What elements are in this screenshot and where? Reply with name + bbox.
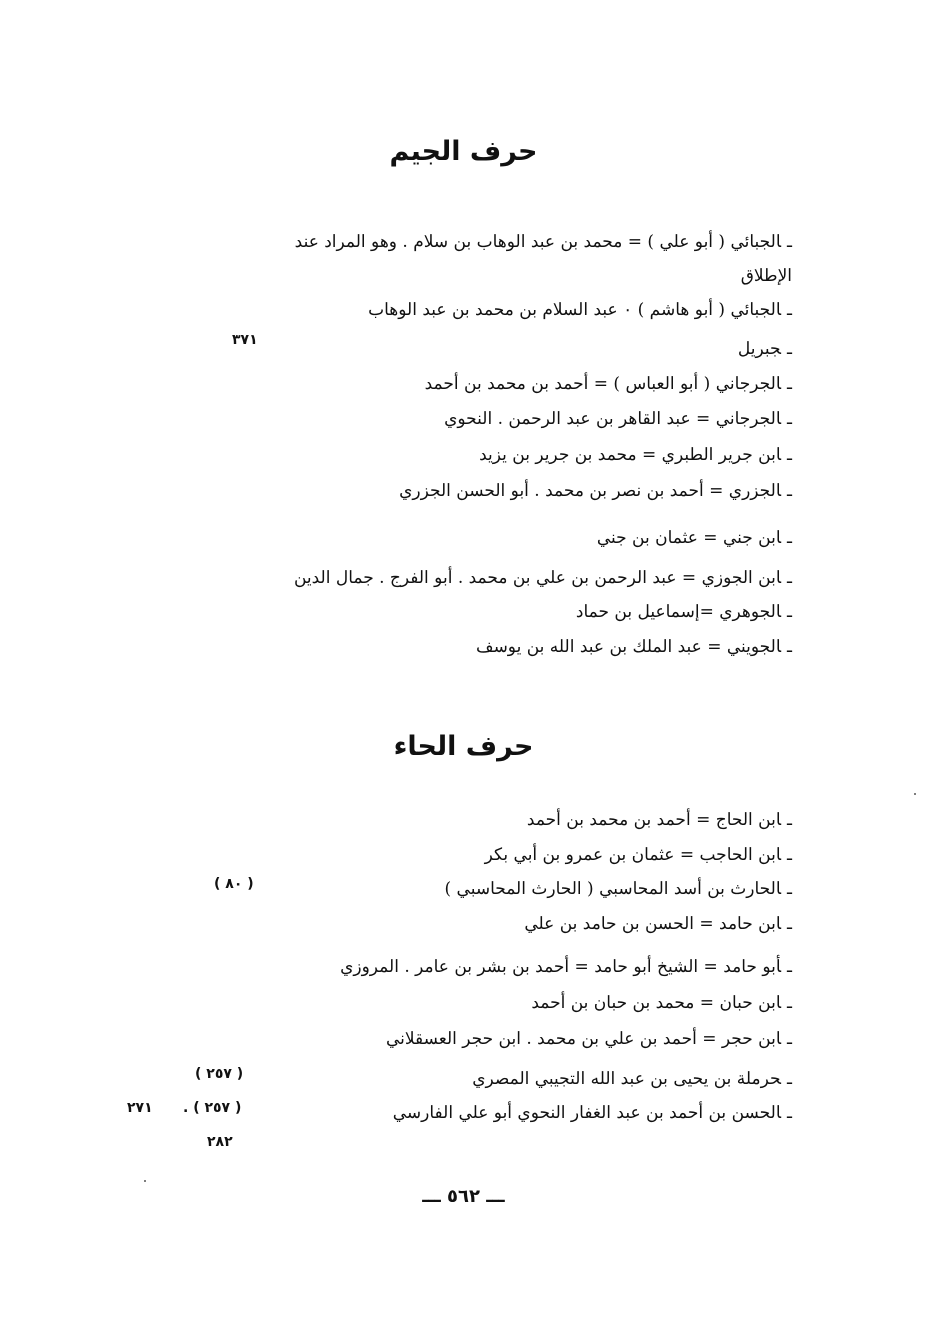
entry-dash: ـ: [787, 879, 792, 899]
page-reference: ( ٢٥٧ ) .: [183, 1100, 242, 1116]
entry-dash: ـ: [787, 810, 792, 830]
entry-text: جبريل: [737, 339, 782, 359]
entry-dash: ـ: [787, 602, 792, 622]
entry-juwayni: [476, 635, 792, 659]
entry-ibn-hajj: [527, 808, 792, 832]
entry-continuation: [741, 264, 792, 288]
entry-dash: ـ: [787, 300, 792, 320]
entry-text: الحسن بن أحمد بن عبد الغفار النحوي أبو علي الفارسي: [392, 1103, 782, 1123]
entry-ibn-hamid: [524, 912, 792, 936]
entry-ibn-jarir: [479, 443, 792, 467]
page-reference: ٢٧١: [127, 1100, 153, 1116]
scan-speck: [914, 793, 916, 795]
page-reference: ٢٨٢: [207, 1134, 233, 1150]
entry-harmala: [472, 1067, 792, 1091]
entry-text: الجرجاني = عبد القاهر بن عبد الرحمن . النحوي: [444, 409, 782, 429]
entry-dash: ـ: [787, 993, 792, 1013]
entry-text: أبو حامد = الشيخ أبو حامد = أحمد بن بشر بن عامر . المروزي: [340, 957, 782, 977]
entry-ibn-jawzi: [294, 566, 792, 590]
entry-text: الجبائي ( أبو علي ) = محمد بن عبد الوهاب بن سلام . وهو المراد عند: [294, 232, 782, 252]
entry-dash: ـ: [787, 232, 792, 252]
entry-text: ابن جرير الطبري = محمد بن جرير بن يزيد: [479, 445, 782, 465]
entry-dash: ـ: [787, 481, 792, 501]
entry-dash: ـ: [787, 1029, 792, 1049]
section-heading-ha: حرف الحاء: [393, 731, 534, 762]
entry-text: ابن حبان = محمد بن حبان بن أحمد: [531, 993, 782, 1013]
entry-jawhari: [576, 600, 792, 624]
entry-ibn-hibban: [531, 991, 792, 1015]
entry-text: الإطلاق: [740, 266, 792, 286]
entry-hasan-farisi: [393, 1101, 792, 1125]
entry-ibn-hajib: [485, 843, 792, 867]
entry-abu-hamid: [340, 955, 792, 979]
page-number: ـــ ٥٦٢ ـــ: [422, 1186, 505, 1207]
entry-jibril: [738, 337, 792, 361]
entry-dash: ـ: [787, 914, 792, 934]
entry-text: ابن الحاج = أحمد بن محمد بن أحمد: [526, 810, 782, 830]
entry-text: الجبائي ( أبو هاشم ) ٠ عبد السلام بن محمد بن عبد الوهاب: [368, 300, 782, 320]
entry-jubbai-abu-hashim: [368, 298, 792, 322]
entry-dash: ـ: [787, 637, 792, 657]
entry-dash: ـ: [787, 845, 792, 865]
entry-dash: ـ: [787, 339, 792, 359]
entry-ibn-hajar: [386, 1027, 792, 1051]
entry-dash: ـ: [787, 445, 792, 465]
entry-text: ابن جني = عثمان بن جني: [596, 528, 782, 548]
entry-text: ابن الحاجب = عثمان بن عمرو بن أبي بكر: [484, 845, 782, 865]
entry-dash: ـ: [787, 568, 792, 588]
entry-dash: ـ: [787, 1103, 792, 1123]
entry-text: الحارث بن أسد المحاسبي ( الحارث المحاسبي ): [444, 879, 782, 899]
entry-dash: ـ: [787, 957, 792, 977]
entry-text: الجوهري =إسماعيل بن حماد: [575, 602, 782, 622]
entry-dash: ـ: [787, 528, 792, 548]
entry-jazari: [399, 479, 792, 503]
entry-text: الجويني = عبد الملك بن عبد الله بن يوسف: [475, 637, 782, 657]
entry-ibn-jinni: [597, 526, 792, 550]
entry-dash: ـ: [787, 1069, 792, 1089]
page-reference: ( ٨٠ ): [214, 876, 254, 892]
scan-speck: [144, 1180, 146, 1182]
entry-jurjani-nahwi: [444, 407, 792, 431]
entry-text: الجزري = أحمد بن نصر بن محمد . أبو الحسن الجزري: [399, 481, 782, 501]
entry-dash: ـ: [787, 374, 792, 394]
entry-dash: ـ: [787, 409, 792, 429]
entry-text: ابن حامد = الحسن بن حامد بن علي: [524, 914, 782, 934]
entry-text: ابن الجوزي = عبد الرحمن بن علي بن محمد . أبو الفرج . جمال الدين: [293, 568, 782, 588]
page-reference: ( ٢٥٧ ): [195, 1066, 244, 1082]
entry-text: ابن حجر = أحمد بن علي بن محمد . ابن حجر العسقلاني: [385, 1029, 782, 1049]
entry-harith-muhasibi: [445, 877, 793, 901]
section-heading-jim: حرف الجيم: [389, 136, 538, 167]
entry-jurjani-abu-abbas: [425, 372, 792, 396]
entry-text: الجرجاني ( أبو العباس ) = أحمد بن محمد بن أحمد: [424, 374, 782, 394]
page-reference: ٣٧١: [232, 332, 258, 348]
entry-text: حرملة بن يحيى بن عبد الله التجيبي المصري: [472, 1069, 782, 1089]
entry-jubbai-abu-ali: [295, 230, 792, 254]
